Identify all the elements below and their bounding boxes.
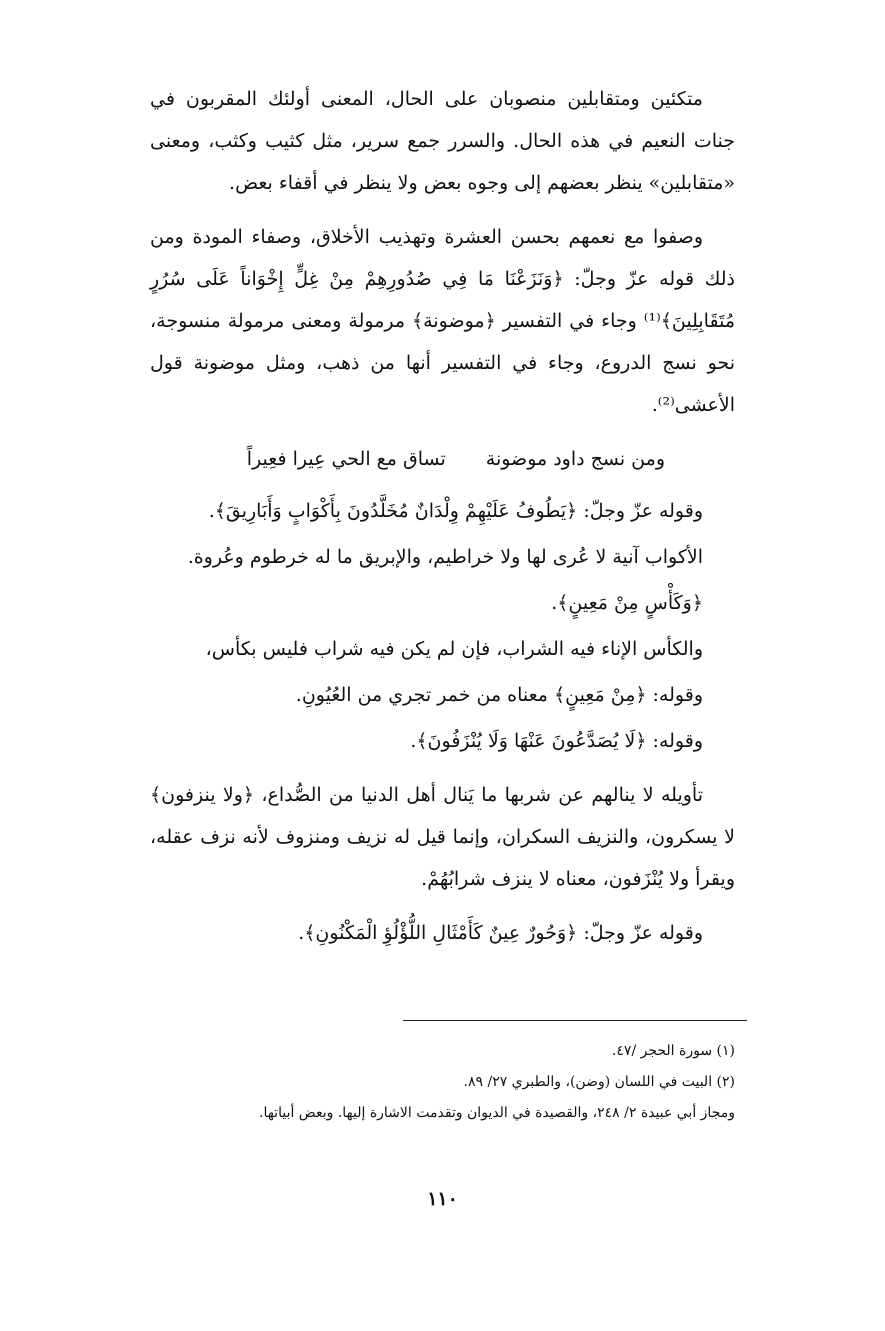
paragraph-yatufu: وقوله عزّ وجلّ: ﴿يَطُوفُ عَلَيْهِمْ وِلْدَانٌ مُخَلَّدُونَ بِأَكْوَابٍ وَأَبَارِيقَ﴾. <box>208 500 703 522</box>
paragraph-kas-min-main: ﴿وَكَأْسٍ مِنْ مَعِينٍ﴾. <box>551 592 703 614</box>
verse-first-hemistich: ومن نسج داود موضونة <box>485 448 665 470</box>
paragraph-la-yusaddaun: وقوله: ﴿لَا يُصَدَّعُونَ عَنْهَا وَلَا يُنْزَفُونَ﴾. <box>410 730 703 752</box>
footnotes <box>150 1036 735 1129</box>
paragraph-al-kas: والكأس الإناء فيه الشراب، فإن لم يكن فيه شراب فليس بكأس، <box>205 638 703 660</box>
paragraph-hurun-in: وقوله عزّ وجلّ: ﴿وَحُورٌ عِينٌ كَأَمْثَالِ اللُّؤْلُؤِ الْمَكْنُونِ﴾. <box>298 922 703 944</box>
paragraph-akwab: الأكواب آنية لا عُرى لها ولا خراطيم، والإبريق ما له خرطوم وعُروة. <box>187 546 703 568</box>
footnote-2: (٢) البيت في اللسان (وضن)، والطبري ٢٧/ ٨٩. <box>463 1074 735 1090</box>
poetry-verse <box>150 438 735 480</box>
footnote-2-continued: ومجاز أبي عبيدة ٢/ ٢٤٨، والقصيدة في الديوان وتقدمت الاشارة إليها. وبعض أبياتها. <box>259 1105 735 1121</box>
paragraph-wa-sufu: وصفوا مع نعمهم بحسن العشرة وتهذيب الأخلاق، وصفاء المودة ومن ذلك قوله عزّ وجلّ: ﴿وَنَزَعْنَا مَا فِي صُدُورِهِمْ مِنْ غِلٍّ إِخْوَاناً عَلَى سُرُرٍ مُتَقَابِلِينَ﴾⁽¹⁾ وجاء في التفسير ﴿موضونة﴾ مرمولة ومعنى مرمولة منسوجة، نحو نسج الدروع، وجاء في التفسير أنها من ذهب، ومثل موضونة قول الأعشى⁽²⁾. <box>150 226 735 416</box>
paragraph-mutakiin: متكئين ومتقابلين منصوبان على الحال، المعنى أولئك المقربون في جنات النعيم في هذه الحال. والسرر جمع سرير، مثل كثيب وكثب، ومعنى «متقابلين» ينظر بعضهم إلى وجوه بعض ولا ينظر في أقفاء بعض. <box>150 88 735 194</box>
verse-second-hemistich: تساق مع الحي عِيرا فعِيراً <box>246 448 446 470</box>
paragraph-tawiluhu: تأويله لا ينالهم عن شربها ما يَنال أهل الدنيا من الصُّداع، ﴿ولا ينزفون﴾ لا يسكرون، والنزيف السكران، وإنما قيل له نزيف ومنزوف لأنه نزف عقله، ويقرأ ولا يُنْزَفون، معناه لا ينزف شرابُهُمْ. <box>150 784 735 890</box>
footnote-divider <box>403 1020 747 1021</box>
page-number: ١١٠ <box>427 1188 458 1210</box>
footnote-1: (١) سورة الحجر /٤٧. <box>611 1043 735 1059</box>
paragraph-min-main: وقوله: ﴿مِنْ مَعِينٍ﴾ معناه من خمر تجري من العُيُونِ. <box>295 684 703 706</box>
main-text <box>150 78 735 966</box>
